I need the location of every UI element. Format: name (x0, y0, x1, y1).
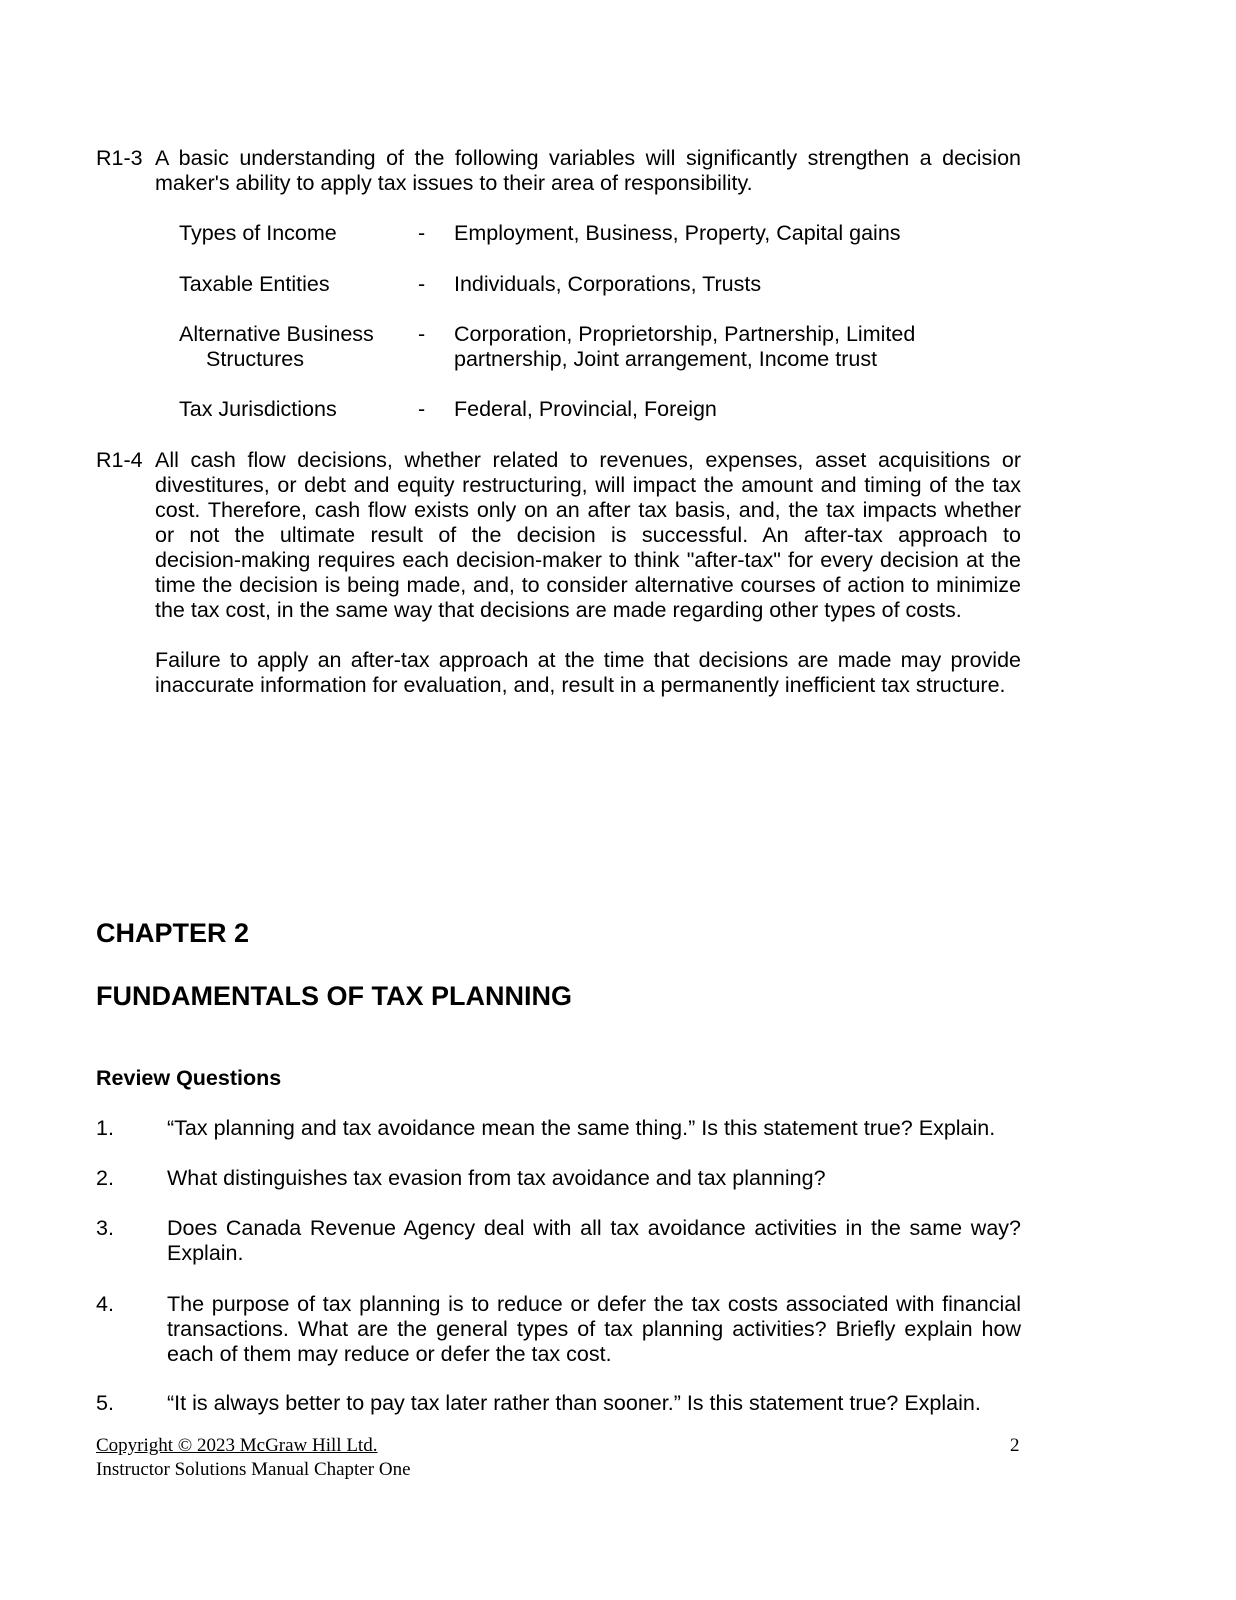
question-line: “Tax planning and tax avoidance mean the same thing.” Is this statement true? Explain. (167, 1116, 996, 1140)
r1-4-line: inaccurate information for evaluation, and, result in a permanently inefficient tax structure. (155, 673, 1006, 697)
question-line: each of them may reduce or defer the tax cost. (167, 1342, 612, 1366)
variable-dash: - (418, 272, 426, 296)
question-line: Does Canada Revenue Agency deal with all tax avoidance activities in the same way? (167, 1216, 1021, 1240)
r1-4-line: time the decision is being made, and, to consider alternative courses of action to minimize (155, 573, 1021, 597)
question-text (167, 1391, 1021, 1416)
chapter-title: FUNDAMENTALS OF TAX PLANNING (96, 981, 572, 1011)
r1-4-paragraph-2 (155, 648, 1021, 698)
r1-4-line: cost. Therefore, cash flow exists only on an after tax basis, and, the tax impacts whether (155, 498, 1021, 522)
variable-value: Federal, Provincial, Foreign (454, 397, 717, 421)
question-label-r1-3: R1-3 (96, 146, 143, 170)
question-number: 4. (96, 1292, 114, 1316)
variable-value: Individuals, Corporations, Trusts (454, 272, 762, 296)
variable-dash: - (418, 322, 426, 346)
variable-label-continued: Structures (206, 347, 304, 371)
r1-3-answer (155, 146, 1021, 196)
question-text (167, 1292, 1021, 1367)
question-number: 2. (96, 1166, 114, 1190)
variable-label: Alternative Business (179, 322, 374, 346)
question-text (167, 1116, 1021, 1141)
footer-copyright: Copyright © 2023 McGraw Hill Ltd. (96, 1435, 378, 1456)
question-line: The purpose of tax planning is to reduce or defer the tax costs associated with financial (167, 1292, 1021, 1316)
question-number: 1. (96, 1116, 114, 1140)
r1-4-line: divestitures, or debt and equity restructuring, will impact the amount and timing of the tax (155, 473, 1021, 497)
question-number: 5. (96, 1391, 114, 1415)
r1-4-answer (155, 448, 1021, 623)
variable-value: Employment, Business, Property, Capital gains (454, 221, 901, 245)
footer-manual-title: Instructor Solutions Manual Chapter One (96, 1459, 411, 1480)
variable-dash: - (418, 221, 426, 245)
r1-3-line: A basic understanding of the following variables will significantly strengthen a decision (155, 146, 1021, 170)
variable-label: Tax Jurisdictions (179, 397, 337, 421)
question-line: “It is always better to pay tax later rather than sooner.” Is this statement true? Explain. (167, 1391, 981, 1415)
page-number: 2 (1010, 1435, 1020, 1456)
question-line: Explain. (167, 1241, 244, 1265)
r1-4-line: Failure to apply an after-tax approach at the time that decisions are made may provide (155, 648, 1021, 672)
r1-4-line: All cash flow decisions, whether related to revenues, expenses, asset acquisitions or (155, 448, 1021, 472)
question-line: transactions. What are the general types of tax planning activities? Briefly explain how (167, 1317, 1021, 1341)
r1-4-line: decision-making requires each decision-maker to think "after-tax" for every decision at the (155, 548, 1021, 572)
r1-3-line: maker's ability to apply tax issues to their area of responsibility. (155, 171, 753, 195)
r1-4-line: or not the ultimate result of the decision is successful. An after-tax approach to (155, 523, 1021, 547)
variable-value-continued: partnership, Joint arrangement, Income trust (454, 347, 878, 371)
question-text (167, 1166, 1021, 1191)
r1-4-line: the tax cost, in the same way that decisions are made regarding other types of costs. (155, 598, 962, 622)
question-line: What distinguishes tax evasion from tax avoidance and tax planning? (167, 1166, 826, 1190)
question-label-r1-4: R1-4 (96, 448, 143, 472)
variable-label: Taxable Entities (179, 272, 330, 296)
variable-dash: - (418, 397, 426, 421)
variable-value: Corporation, Proprietorship, Partnership, Limited (454, 322, 916, 346)
chapter-number: CHAPTER 2 (96, 918, 250, 948)
variable-label: Types of Income (179, 221, 337, 245)
section-heading: Review Questions (96, 1066, 282, 1090)
question-text (167, 1216, 1021, 1266)
question-number: 3. (96, 1216, 114, 1240)
